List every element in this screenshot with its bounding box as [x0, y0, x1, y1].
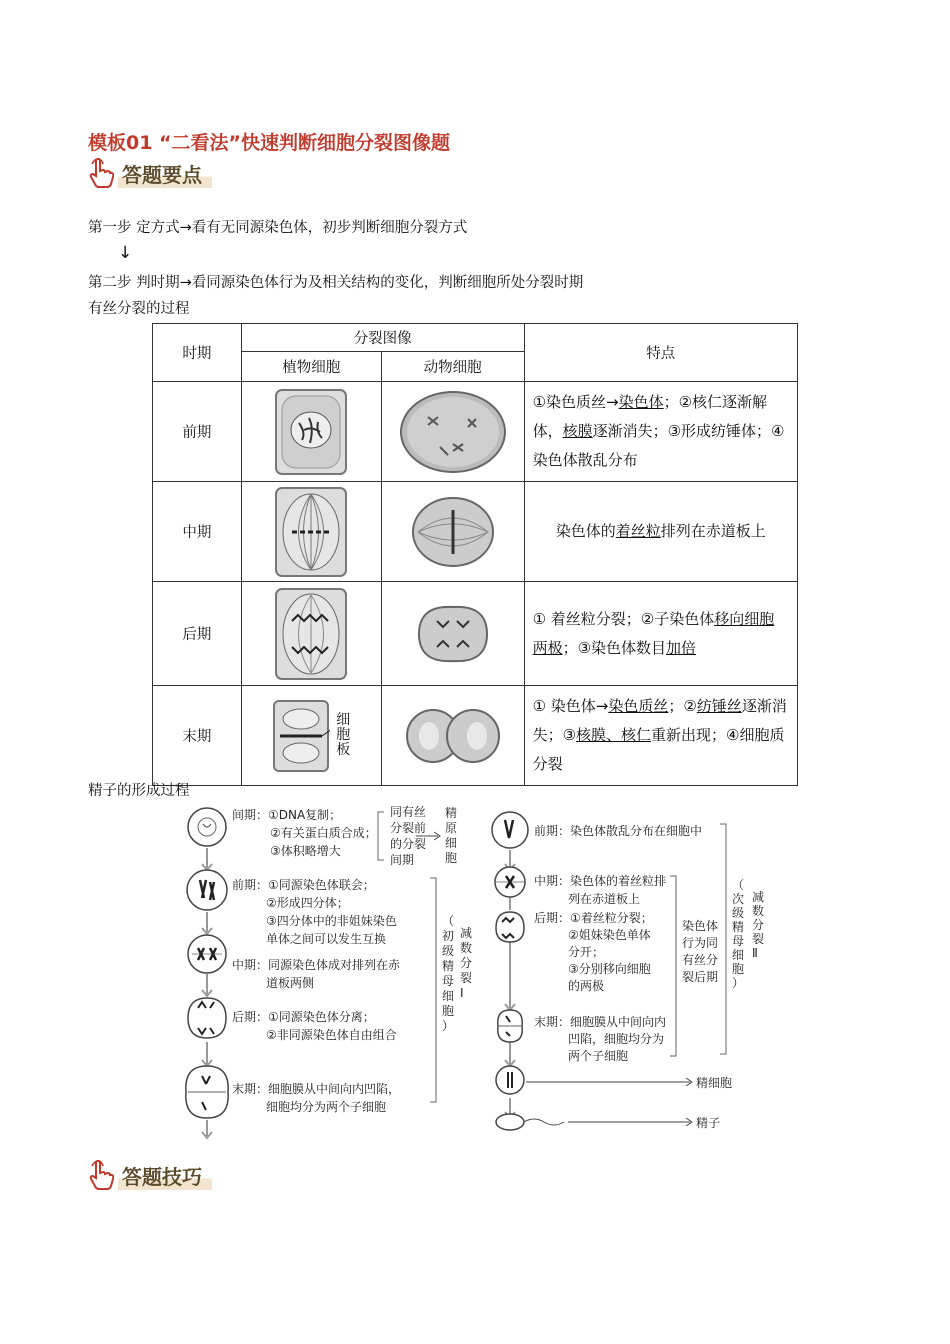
diagram-char: 胞 — [732, 962, 745, 976]
cell-plate-char: 板 — [336, 742, 351, 758]
diagram-char: （ — [732, 878, 745, 892]
diagram-line: 分裂前 — [390, 821, 427, 835]
pointing-hand-icon — [88, 1160, 114, 1190]
feature-prophase — [524, 382, 797, 482]
meiosis2-side-label — [752, 890, 766, 960]
diagram-line: ③体积略增大 — [270, 844, 341, 858]
diagram-line: 行为同 — [682, 936, 719, 950]
diagram-line: 裂后期 — [682, 970, 719, 984]
diagram-line: 间期 — [390, 853, 415, 867]
feature-telophase — [524, 686, 797, 786]
diagram-char: 胞 — [445, 851, 458, 865]
feature-key-term: 核膜、核仁 — [576, 726, 652, 744]
diagram-char: 裂 — [752, 932, 765, 946]
feature-text: 染色体的 — [555, 522, 616, 540]
diagram-char: 分 — [460, 956, 473, 970]
diagram-char: 数 — [460, 941, 473, 955]
sperm-heading: 精子的形成过程 — [88, 783, 190, 799]
secondary-spermatocyte-label — [732, 878, 746, 990]
diagram-line: 道板两侧 — [266, 976, 315, 990]
step-1: 第一步 定方式→看有无同源染色体，初步判断细胞分裂方式 — [88, 220, 468, 236]
feature-key-term: 染色质丝 — [608, 697, 669, 715]
page-title: 模板01 “二看法”快速判断细胞分裂图像题 — [88, 132, 451, 154]
feature-key-term: 染色体 — [618, 393, 664, 411]
interphase-note — [390, 804, 426, 868]
diagram-char: 减 — [752, 890, 765, 904]
pointing-hand-icon — [88, 158, 114, 188]
feature-text: ① 着丝粒分裂；②子染色体 — [532, 609, 715, 628]
primary-spermatocyte-label — [442, 914, 456, 1034]
header-plant: 植物细胞 — [241, 352, 381, 382]
diagram-line: 间期：①DNA复制； — [232, 808, 342, 822]
period-prophase: 前期 — [153, 382, 242, 482]
feature-key-term: 加倍 — [666, 638, 697, 657]
diagram-char: 精 — [442, 959, 455, 973]
diagram-char: 细 — [732, 948, 745, 962]
diagram-line: 前期：①同源染色体联会； — [232, 878, 375, 892]
down-arrow: ↓ — [118, 243, 133, 263]
diagram-line: ②姐妹染色单体 — [568, 928, 651, 942]
diagram-line: 中期：同源染色体成对排列在赤 — [232, 958, 401, 972]
feature-key-term: 移向细胞两极 — [532, 609, 775, 657]
cell-plate-char: 细 — [336, 712, 351, 728]
diagram-line: 凹陷，细胞均分为 — [568, 1032, 665, 1046]
interphase-text — [232, 806, 377, 860]
meiosis2-prophase-text: 前期：染色体散乱分布在细胞中 — [534, 824, 703, 838]
diagram-line: ③四分体中的非姐妹染色 — [266, 914, 397, 928]
meiosis2-metaphase-text — [534, 872, 666, 908]
diagram-char: ） — [442, 1019, 455, 1033]
diagram-char: 母 — [442, 974, 455, 988]
diagram-line: 列在赤道板上 — [568, 892, 641, 906]
diagram-line: ②形成四分体； — [266, 896, 349, 910]
diagram-char: Ⅰ — [460, 986, 464, 1000]
diagram-line: 细胞均分为两个子细胞 — [266, 1100, 387, 1114]
feature-text: 逐渐消失；③形成纺锤体；④染色体散乱分布 — [532, 422, 785, 469]
diagram-char: 细 — [442, 989, 455, 1003]
diagram-char: ） — [732, 976, 745, 990]
diagram-char: 次 — [732, 892, 745, 906]
plant-metaphase-image — [274, 486, 348, 578]
feature-anaphase — [524, 582, 797, 686]
spermatogonium-label — [445, 806, 457, 866]
feature-text: 排列在赤道板上 — [660, 522, 766, 540]
diagram-char: 初 — [442, 929, 455, 943]
cell-plate-label — [336, 713, 350, 758]
diagram-char: 胞 — [442, 1004, 455, 1018]
diagram-char: 母 — [732, 934, 745, 948]
mitosis-table — [152, 323, 798, 786]
same-as-mitosis-note — [682, 918, 718, 986]
diagram-char: 减 — [460, 926, 473, 940]
feature-key-term: 纺锤丝 — [696, 697, 742, 715]
diagram-line: 两个子细胞 — [568, 1049, 629, 1063]
diagram-line: 染色体 — [682, 919, 719, 933]
section-title: 答题技巧 — [118, 1161, 212, 1190]
diagram-line: ③分别移向细胞 — [568, 962, 651, 976]
feature-metaphase — [524, 482, 797, 582]
spermatogenesis-diagram — [180, 802, 800, 1142]
plant-telophase-image — [272, 699, 330, 773]
period-telophase: 末期 — [153, 686, 242, 786]
meiosis1-metaphase-text — [232, 956, 400, 992]
diagram-line: 单体之间可以发生互换 — [266, 932, 387, 946]
diagram-char: 细 — [445, 836, 458, 850]
feature-text: ；③染色体数目 — [562, 638, 667, 657]
feature-text: ① 染色体→ — [532, 697, 609, 715]
header-feature: 特点 — [524, 324, 797, 382]
diagram-char: Ⅱ — [752, 946, 758, 960]
diagram-line: ②有关蛋白质合成； — [270, 826, 377, 840]
feature-key-term: 核膜 — [562, 422, 593, 440]
diagram-char: 精 — [732, 920, 745, 934]
diagram-char: 原 — [445, 821, 458, 835]
diagram-line: 的分裂 — [390, 837, 427, 851]
feature-text: ；② — [668, 697, 697, 715]
feature-text: ；②核仁逐渐解体， — [532, 393, 768, 440]
plant-anaphase-image — [274, 587, 348, 681]
diagram-line: 后期：①同源染色体分离； — [232, 1010, 375, 1024]
animal-anaphase-image — [409, 597, 497, 671]
diagram-char: 裂 — [460, 971, 473, 985]
diagram-line: 中期：染色体的着丝粒排 — [534, 874, 667, 888]
diagram-char: 数 — [752, 904, 765, 918]
feature-text: ①染色质丝→ — [532, 393, 619, 411]
meiosis2-anaphase-text — [534, 910, 653, 995]
animal-metaphase-image — [410, 494, 496, 570]
spermatid-label: 精细胞 — [696, 1076, 733, 1090]
header-period: 时期 — [153, 324, 242, 382]
section-badge-key-points — [88, 158, 212, 188]
diagram-char: （ — [442, 914, 455, 928]
diagram-char: 级 — [732, 906, 745, 920]
header-image: 分裂图像 — [241, 324, 524, 352]
feature-text: 逐渐消失；③ — [532, 697, 787, 744]
diagram-line: 末期：细胞膜从中间向内 — [534, 1015, 667, 1029]
feature-text: 重新出现；④细胞质分裂 — [532, 726, 785, 773]
meiosis1-anaphase-text — [232, 1008, 397, 1044]
feature-key-term: 着丝粒 — [615, 522, 661, 540]
meiosis1-telophase-text — [232, 1080, 400, 1116]
section-title: 答题要点 — [118, 159, 212, 188]
meiosis1-prophase-text — [232, 876, 397, 948]
sperm-label: 精子 — [696, 1116, 721, 1130]
meiosis2-telophase-text — [534, 1014, 666, 1065]
animal-prophase-image — [398, 389, 508, 475]
section-badge-techniques — [88, 1160, 212, 1190]
meiosis1-side-label — [460, 926, 474, 1001]
diagram-char: 分 — [752, 918, 765, 932]
diagram-line: 的两极 — [568, 979, 605, 993]
plant-prophase-image — [274, 388, 348, 476]
diagram-line: 后期：①着丝粒分裂； — [534, 911, 653, 925]
step-2: 第二步 判时期→看同源染色体行为及相关结构的变化，判断细胞所处分裂时期 — [88, 275, 584, 291]
period-metaphase: 中期 — [153, 482, 242, 582]
header-animal: 动物细胞 — [381, 352, 524, 382]
animal-telophase-image — [405, 704, 501, 768]
mitosis-heading: 有丝分裂的过程 — [88, 301, 190, 317]
diagram-char: 精 — [445, 806, 458, 820]
diagram-line: ②非同源染色体自由组合 — [266, 1028, 397, 1042]
diagram-line: 有丝分 — [682, 953, 719, 967]
period-anaphase: 后期 — [153, 582, 242, 686]
cell-plate-char: 胞 — [336, 727, 351, 743]
diagram-char: 级 — [442, 944, 455, 958]
diagram-line: 同有丝 — [390, 805, 427, 819]
diagram-line: 分开； — [568, 945, 605, 959]
diagram-line: 末期：细胞膜从中间向内凹陷， — [232, 1082, 401, 1096]
